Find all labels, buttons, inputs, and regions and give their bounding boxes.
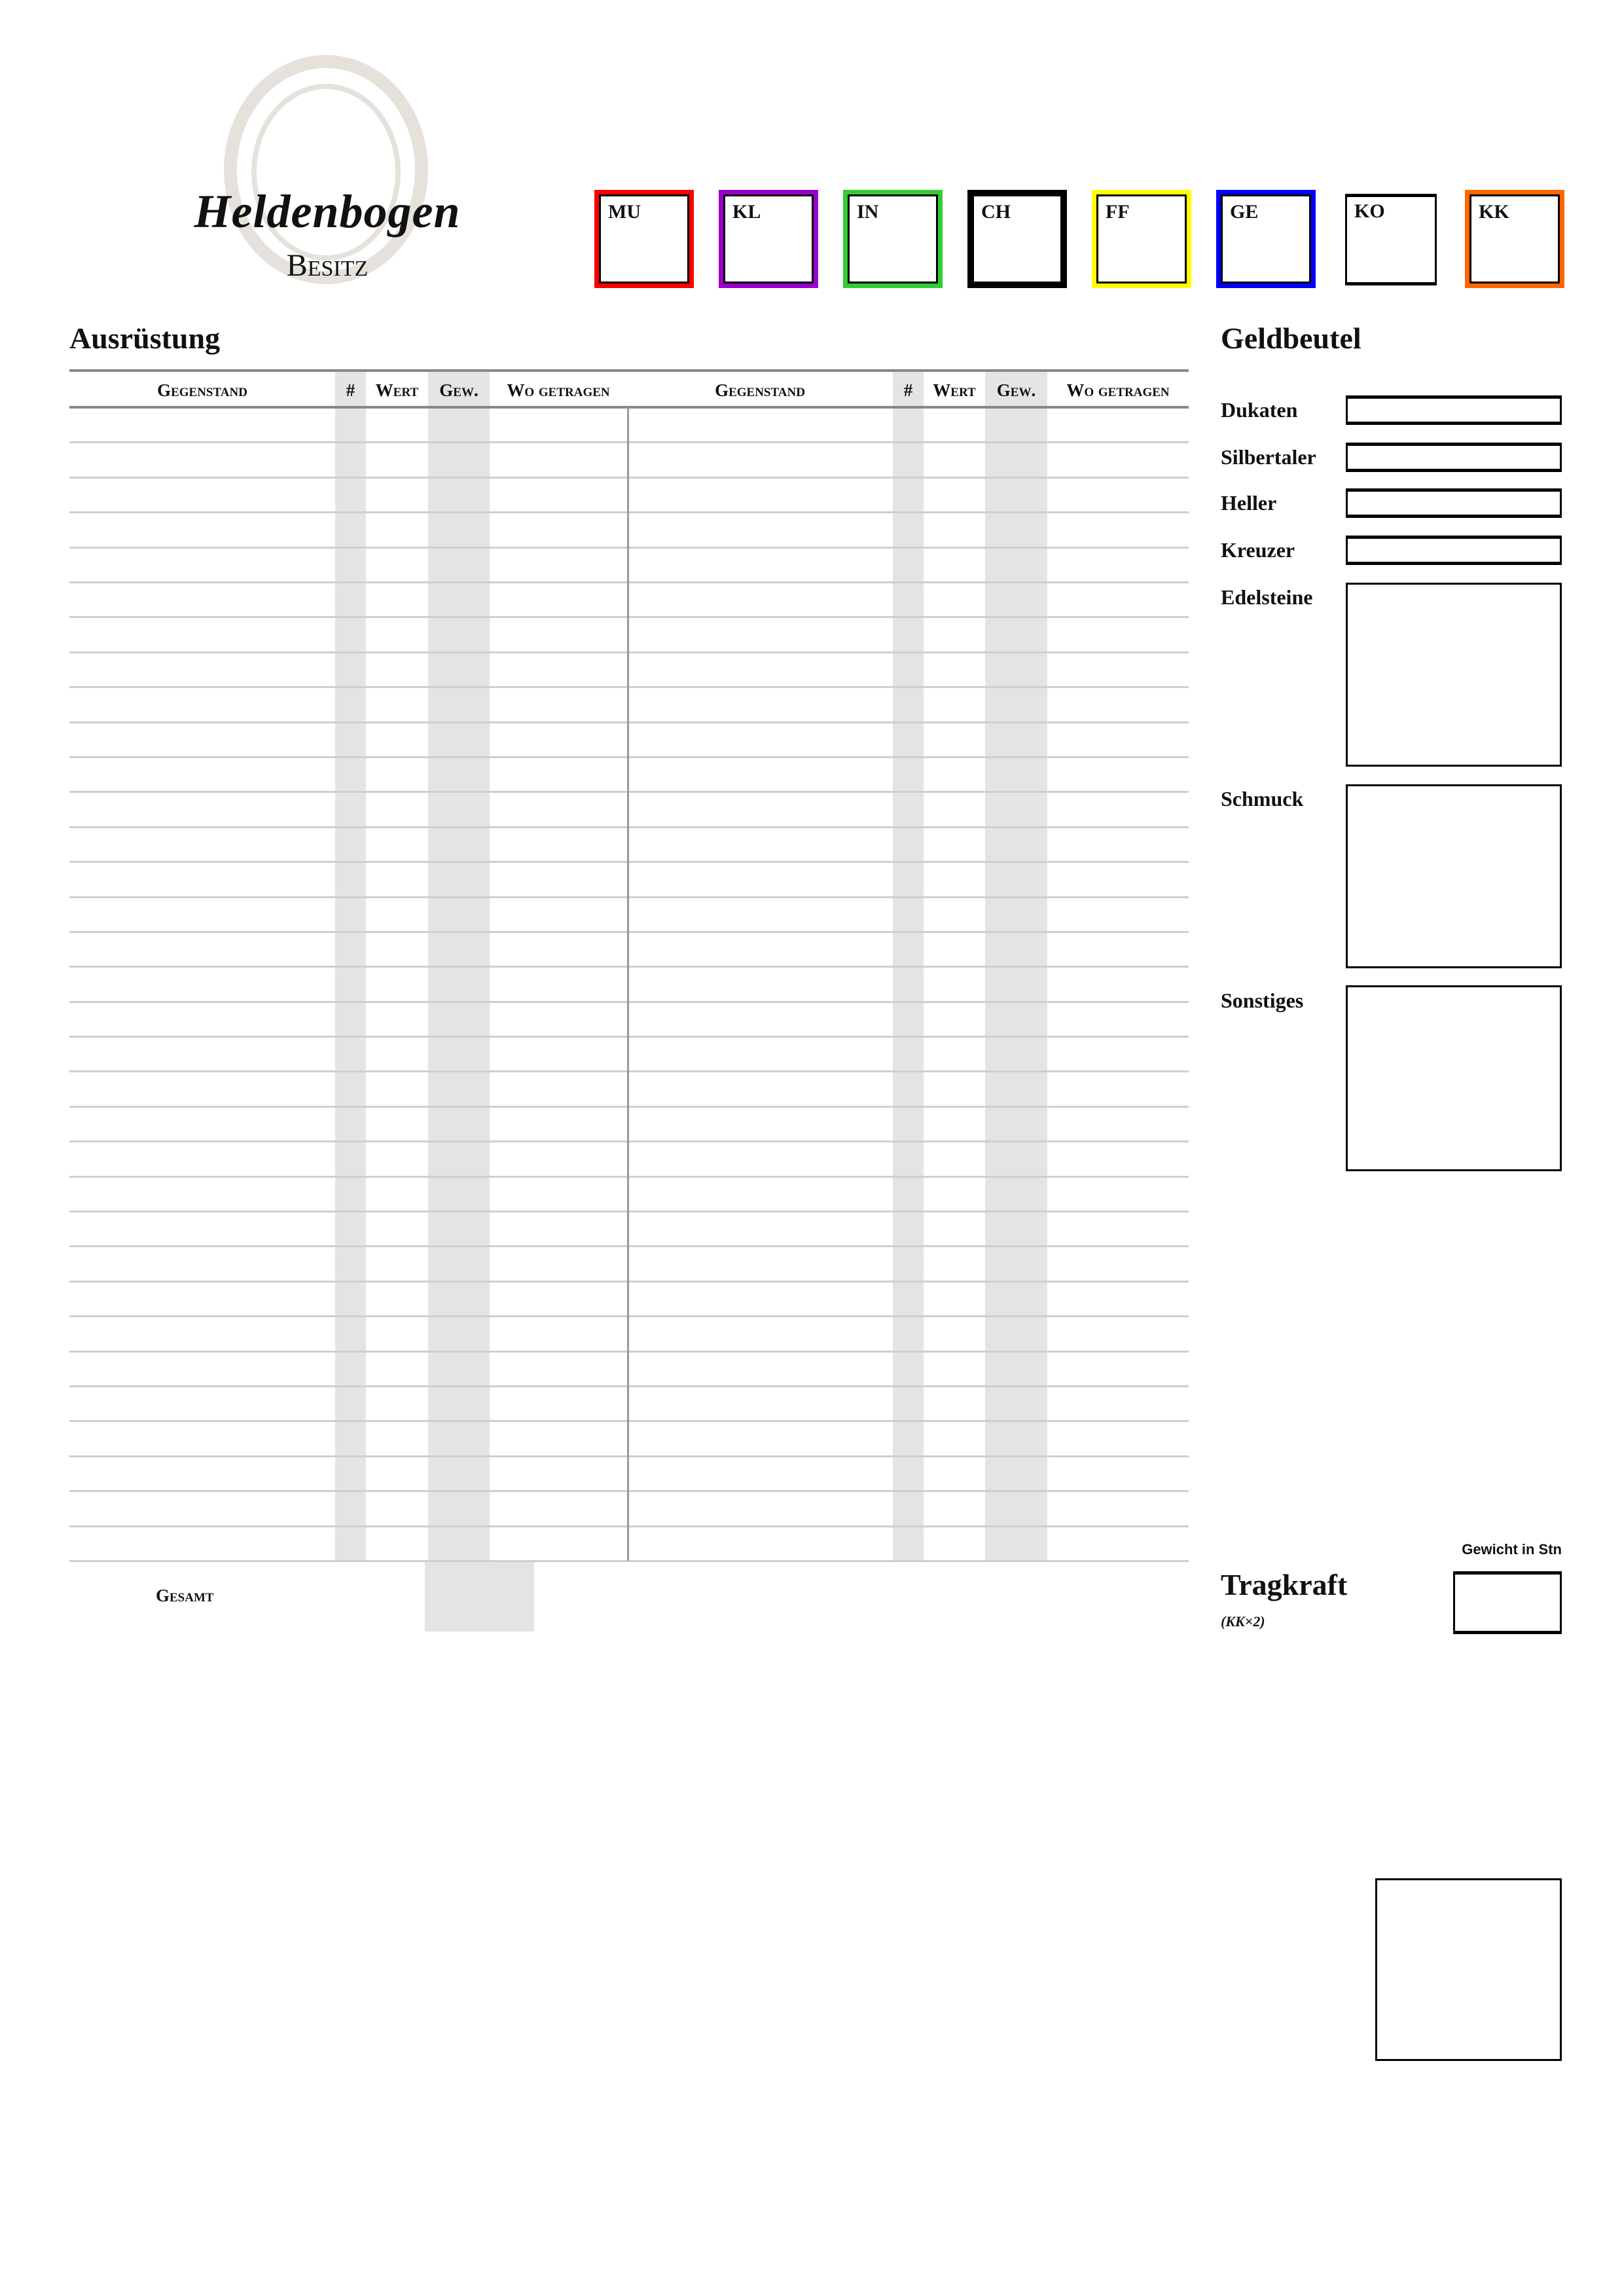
table-row[interactable]: [69, 687, 627, 721]
table-row[interactable]: [627, 1281, 1189, 1316]
table-row[interactable]: [627, 687, 1189, 721]
table-row[interactable]: [69, 1141, 627, 1176]
attribute-box-ff[interactable]: [1092, 190, 1191, 288]
table-row[interactable]: [69, 932, 627, 966]
table-row[interactable]: [627, 1002, 1189, 1036]
column-header: #: [903, 380, 913, 400]
sheet-subtitle: Besitz: [286, 248, 369, 283]
purse-label-sonstiges: Sonstiges: [1221, 989, 1304, 1012]
column-header: Gew.: [439, 380, 478, 400]
attribute-box-in[interactable]: [843, 190, 943, 288]
table-row[interactable]: [69, 722, 627, 757]
table-row[interactable]: [627, 1176, 1189, 1211]
purse-field-heller[interactable]: [1346, 488, 1562, 518]
table-row[interactable]: [69, 1351, 627, 1386]
table-row[interactable]: [627, 1421, 1189, 1455]
table-row[interactable]: [69, 477, 627, 512]
purse-field-dukaten[interactable]: [1346, 395, 1562, 425]
column-header: #: [346, 380, 355, 400]
attribute-box-mu[interactable]: [594, 190, 694, 288]
purse-label-edelsteine: Edelsteine: [1221, 585, 1313, 609]
table-row[interactable]: [627, 966, 1189, 1001]
table-row[interactable]: [627, 407, 1189, 442]
column-header: Gegenstand: [157, 380, 247, 400]
column-header: Gew.: [996, 380, 1036, 400]
table-center-divider: [627, 407, 629, 1561]
table-row[interactable]: [627, 1141, 1189, 1176]
table-row[interactable]: [69, 792, 627, 826]
table-row[interactable]: [627, 652, 1189, 687]
table-row[interactable]: [69, 1002, 627, 1036]
column-header: Wo getragen: [507, 380, 610, 400]
table-row[interactable]: [627, 862, 1189, 896]
purse-heading: Geldbeutel: [1221, 321, 1361, 355]
attribute-box-ko[interactable]: [1345, 194, 1437, 285]
purse-label-schmuck: Schmuck: [1221, 787, 1304, 811]
table-row[interactable]: [627, 1526, 1189, 1561]
table-row[interactable]: [627, 1036, 1189, 1071]
table-row[interactable]: [627, 897, 1189, 932]
table-row[interactable]: [69, 512, 627, 547]
purse-label-heller: Heller: [1221, 491, 1277, 515]
table-row[interactable]: [627, 792, 1189, 826]
table-row[interactable]: [627, 1491, 1189, 1525]
carry-unit-label: Gewicht in Stn: [1462, 1541, 1562, 1558]
purse-label-kreuzer: Kreuzer: [1221, 538, 1295, 562]
row-divider: [69, 1560, 1189, 1562]
purse-field-kreuzer[interactable]: [1346, 536, 1562, 565]
table-row[interactable]: [69, 1491, 627, 1525]
attribute-label: MU: [608, 201, 641, 223]
purse-label-dukaten: Dukaten: [1221, 398, 1298, 422]
attribute-box-kl[interactable]: [719, 190, 818, 288]
table-row[interactable]: [627, 1456, 1189, 1491]
table-row[interactable]: [69, 1456, 627, 1491]
table-top-rule: [69, 369, 1189, 372]
column-header: Wo getragen: [1066, 380, 1170, 400]
table-row[interactable]: [69, 862, 627, 896]
attribute-label: IN: [857, 201, 879, 223]
table-row[interactable]: [69, 652, 627, 687]
sheet-title: Heldenbogen: [194, 185, 461, 238]
attribute-label: GE: [1230, 201, 1259, 223]
table-row[interactable]: [69, 582, 627, 617]
purse-field-edelsteine[interactable]: [1346, 583, 1562, 767]
table-row[interactable]: [69, 1176, 627, 1211]
table-row[interactable]: [69, 1386, 627, 1421]
table-row[interactable]: [69, 827, 627, 862]
table-row[interactable]: [69, 1211, 627, 1246]
table-row[interactable]: [69, 547, 627, 582]
column-header: Wert: [933, 380, 976, 400]
attribute-label: KO: [1354, 200, 1385, 222]
attribute-label: FF: [1106, 201, 1130, 223]
table-row[interactable]: [69, 1106, 627, 1141]
attribute-label: KL: [732, 201, 761, 223]
purse-label-silbertaler: Silbertaler: [1221, 445, 1316, 469]
table-row[interactable]: [627, 1071, 1189, 1106]
column-header: Gegenstand: [715, 380, 805, 400]
equipment-heading: Ausrüstung: [69, 321, 221, 355]
table-row[interactable]: [69, 1526, 627, 1561]
table-row[interactable]: [627, 827, 1189, 862]
table-row[interactable]: [627, 442, 1189, 477]
carry-heading: Tragkraft: [1221, 1568, 1348, 1601]
column-header: Wert: [375, 380, 419, 400]
table-row[interactable]: [69, 1421, 627, 1455]
table-row[interactable]: [69, 1036, 627, 1071]
carry-formula: (KK×2): [1221, 1613, 1265, 1630]
table-row[interactable]: [69, 1246, 627, 1281]
table-row[interactable]: [69, 442, 627, 477]
table-row[interactable]: [69, 407, 627, 442]
table-row[interactable]: [69, 1071, 627, 1106]
table-row[interactable]: [627, 477, 1189, 512]
table-row[interactable]: [627, 722, 1189, 757]
attribute-box-ch[interactable]: [967, 190, 1067, 288]
table-row[interactable]: [627, 1386, 1189, 1421]
table-row[interactable]: [69, 617, 627, 651]
notes-box[interactable]: [1375, 1878, 1562, 2061]
table-row[interactable]: [627, 1106, 1189, 1141]
table-row[interactable]: [627, 617, 1189, 651]
table-row[interactable]: [627, 1316, 1189, 1351]
total-weight-field[interactable]: [425, 1562, 534, 1631]
total-label: Gesamt: [156, 1586, 214, 1605]
table-row[interactable]: [627, 512, 1189, 547]
attribute-label: KK: [1479, 201, 1509, 223]
purse-field-silbertaler[interactable]: [1346, 443, 1562, 472]
table-row[interactable]: [69, 1316, 627, 1351]
table-row[interactable]: [69, 966, 627, 1001]
table-row[interactable]: [627, 1211, 1189, 1246]
attribute-label: CH: [981, 201, 1011, 223]
purse-field-sonstiges[interactable]: [1346, 985, 1562, 1171]
table-row[interactable]: [627, 547, 1189, 582]
table-row[interactable]: [627, 1246, 1189, 1281]
attribute-box-kk[interactable]: [1465, 190, 1564, 288]
table-row[interactable]: [69, 1281, 627, 1316]
table-row[interactable]: [627, 932, 1189, 966]
purse-field-schmuck[interactable]: [1346, 784, 1562, 968]
table-row[interactable]: [69, 757, 627, 792]
table-row[interactable]: [627, 582, 1189, 617]
attribute-box-ge[interactable]: [1216, 190, 1316, 288]
carry-field[interactable]: [1453, 1571, 1562, 1634]
table-row[interactable]: [69, 897, 627, 932]
table-row[interactable]: [627, 757, 1189, 792]
table-row[interactable]: [627, 1351, 1189, 1386]
